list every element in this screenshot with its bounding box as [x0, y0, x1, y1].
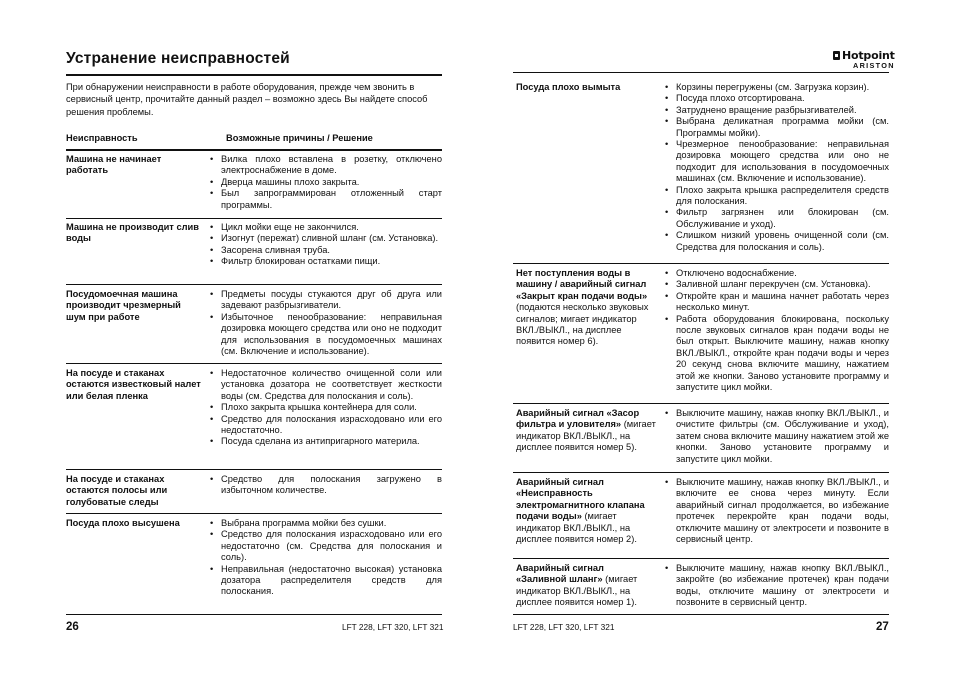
- list-item: • Заливной шланг перекручен (см. Установка).: [665, 279, 889, 290]
- solution-cell: [665, 408, 889, 465]
- problem-cell: Машина не производит слив воды: [66, 222, 199, 244]
- list-item: • Фильтр загрязнен или блокирован (см. Обслуживание и уход).: [665, 207, 889, 230]
- row-divider: [513, 403, 889, 404]
- problem-cell: Машина не начинает работать: [66, 154, 162, 176]
- problem-cell: Аварийный сигнал «Заливной шланг» (мигает индикатор ВКЛ./ВЫКЛ., на дисплее появится номер 1).: [516, 563, 638, 608]
- list-item: • Выбрана программа мойки без сушки.: [210, 518, 442, 529]
- column-header-problem: Неисправность: [66, 133, 138, 143]
- list-item: • Чрезмерное пенообразование: неправильная дозировка моющего средства или оно не подходит для использования в посудомоечных машинах (см. Включение и использование).: [665, 139, 889, 185]
- list-item: • Цикл мойки еще не закончился.: [210, 222, 442, 233]
- solution-cell: [665, 82, 889, 253]
- page-title: Устранение неисправностей: [66, 50, 290, 67]
- list-item: • Выбрана деликатная программа мойки (см. Программы мойки).: [665, 116, 889, 139]
- row-divider: [66, 513, 442, 514]
- list-item: • Корзины перегружены (см. Загрузка корзин).: [665, 82, 889, 93]
- list-item: • Вилка плохо вставлена в розетку, отключено электроснабжение в доме.: [210, 154, 442, 177]
- list-item: • Плохо закрыта крышка контейнера для соли.: [210, 402, 442, 413]
- list-item: • Дверца машины плохо закрыта.: [210, 177, 442, 188]
- list-item: • Откройте кран и машина начнет работать через несколько минут.: [665, 291, 889, 314]
- model-footer: LFT 228, LFT 320, LFT 321: [513, 622, 615, 632]
- list-item: • Был запрограммирован отложенный старт программы.: [210, 188, 442, 211]
- list-item: • Отключено водоснабжение.: [665, 268, 889, 279]
- brand-sub: ARISTON: [853, 61, 895, 70]
- list-item: • Недостаточное количество очищенной соли или установка дозатора не соответствует жесткости воды (см. Средства для полоскания и соль).: [210, 368, 442, 402]
- solution-cell: [210, 154, 442, 211]
- problem-cell: Посуда плохо высушена: [66, 518, 180, 528]
- solution-cell: [665, 563, 889, 609]
- list-item: • Средство для полоскания израсходовано или его недостаточно (см. Средства для полоскания и соль).: [210, 529, 442, 563]
- list-item: • Средство для полоскания израсходовано или его недостаточно.: [210, 414, 442, 437]
- problem-cell: Аварийный сигнал «Засор фильтра и уловителя» (мигает индикатор ВКЛ./ВЫКЛ., на дисплее появится номер 5).: [516, 408, 656, 453]
- bottom-rule: [513, 614, 889, 615]
- list-item: • Засорена сливная труба.: [210, 245, 442, 256]
- list-item: • Выключите машину, нажав кнопку ВКЛ./ВЫКЛ., и включите ее снова через минуту. Если аварийный сигнал продолжается, во избежание протечек перекройте кран подачи воды, отключите машину от электросети и позвоните в сервисный центр.: [665, 477, 889, 545]
- solution-cell: [665, 477, 889, 545]
- list-item: • Избыточное пенообразование: неправильная дозировка моющего средства или оно не подходит для использования в посудомоечных машинах (см. Включение и использование).: [210, 312, 442, 358]
- list-item: • Фильтр блокирован остатками пищи.: [210, 256, 442, 267]
- row-divider: [513, 472, 889, 473]
- bottom-rule: [66, 614, 442, 615]
- list-item: • Неправильная (недостаточно высокая) установка дозатора распределителя средств для полоскания.: [210, 564, 442, 598]
- problem-cell: Нет поступления воды в машину / аварийный сигнал «Закрыт кран подачи воды» (подаются несколько звуковых сигналов; мигает индикатор ВКЛ./ВЫКЛ., на дисплее появится номер 6).: [516, 268, 649, 347]
- page-number: 27: [876, 621, 889, 633]
- row-divider: [513, 558, 889, 559]
- header-rule: [66, 149, 442, 151]
- row-divider: [66, 363, 442, 364]
- row-divider: [66, 469, 442, 470]
- list-item: • Посуда плохо отсортирована.: [665, 93, 889, 104]
- list-item: • Средство для полоскания загружено в избыточном количестве.: [210, 474, 442, 497]
- brand-name: Hotpoint: [842, 49, 895, 62]
- hotpoint-logo-icon: [833, 51, 840, 60]
- intro-text: При обнаружении неисправности в работе оборудования, прежде чем звонить в сервисный центр, прочитайте данный раздел – возможно здесь Вы найдете способ решения проблемы.: [66, 82, 428, 117]
- page-number: 26: [66, 621, 79, 633]
- row-divider: [66, 284, 442, 285]
- solution-cell: [210, 474, 442, 497]
- problem-cell: Посуда плохо вымыта: [516, 82, 621, 92]
- list-item: • Выключите машину, нажав кнопку ВКЛ./ВЫКЛ., закройте (во избежание протечек) кран подачи воды, отключите машину от электросети и позвоните в сервисный центр.: [665, 563, 889, 609]
- row-divider: [66, 218, 442, 219]
- right-top-rule: [513, 72, 889, 73]
- list-item: • Предметы посуды стукаются друг об друга или задевают разбрызгиватели.: [210, 289, 442, 312]
- row-divider: [513, 263, 889, 264]
- list-item: • Затруднено вращение разбрызгивателей.: [665, 105, 889, 116]
- solution-cell: [210, 368, 442, 448]
- problem-cell: Посудомоечная машина производит чрезмерный шум при работе: [66, 289, 181, 322]
- list-item: • Плохо закрыта крышка распределителя средств для полоскания.: [665, 185, 889, 208]
- list-item: • Выключите машину, нажав кнопку ВКЛ./ВЫКЛ., и очистите фильтры (см. Обслуживание и уход), затем снова включите машину нажатием этой же кнопки. Заново установите программу и запустите цикл мойки.: [665, 408, 889, 465]
- problem-cell: На посуде и стаканах остаются полосы или голубоватые следы: [66, 474, 168, 507]
- column-header-solution: Возможные причины / Решение: [226, 133, 373, 143]
- title-rule: [66, 74, 442, 76]
- list-item: • Изогнут (пережат) сливной шланг (см. Установка).: [210, 233, 442, 244]
- problem-cell: Аварийный сигнал «Неисправность электромагнитного клапана подачи воды» (мигает индикатор ВКЛ./ВЫКЛ., на дисплее появится номер 2).: [516, 477, 645, 545]
- list-item: • Работа оборудования блокирована, поскольку после звуковых сигналов кран подачи воды не был открыт. Выключите машину, нажав кнопку ВКЛ./ВЫКЛ., откройте кран подачи воды и через 20 секунд снова включите машину, нажатием этой же кнопки. Заново установите программу и запустите цикл мойки.: [665, 314, 889, 394]
- solution-cell: [210, 289, 442, 357]
- list-item: • Слишком низкий уровень очищенной соли (см. Средства для полоскания и соль).: [665, 230, 889, 253]
- solution-cell: [210, 518, 442, 598]
- solution-cell: [665, 268, 889, 393]
- model-footer: LFT 228, LFT 320, LFT 321: [342, 622, 444, 632]
- solution-cell: [210, 222, 442, 268]
- list-item: • Посуда сделана из антипригарного материла.: [210, 436, 442, 447]
- brand-logo: [833, 46, 895, 70]
- problem-cell: На посуде и стаканах остаются известковый налет или белая пленка: [66, 368, 201, 401]
